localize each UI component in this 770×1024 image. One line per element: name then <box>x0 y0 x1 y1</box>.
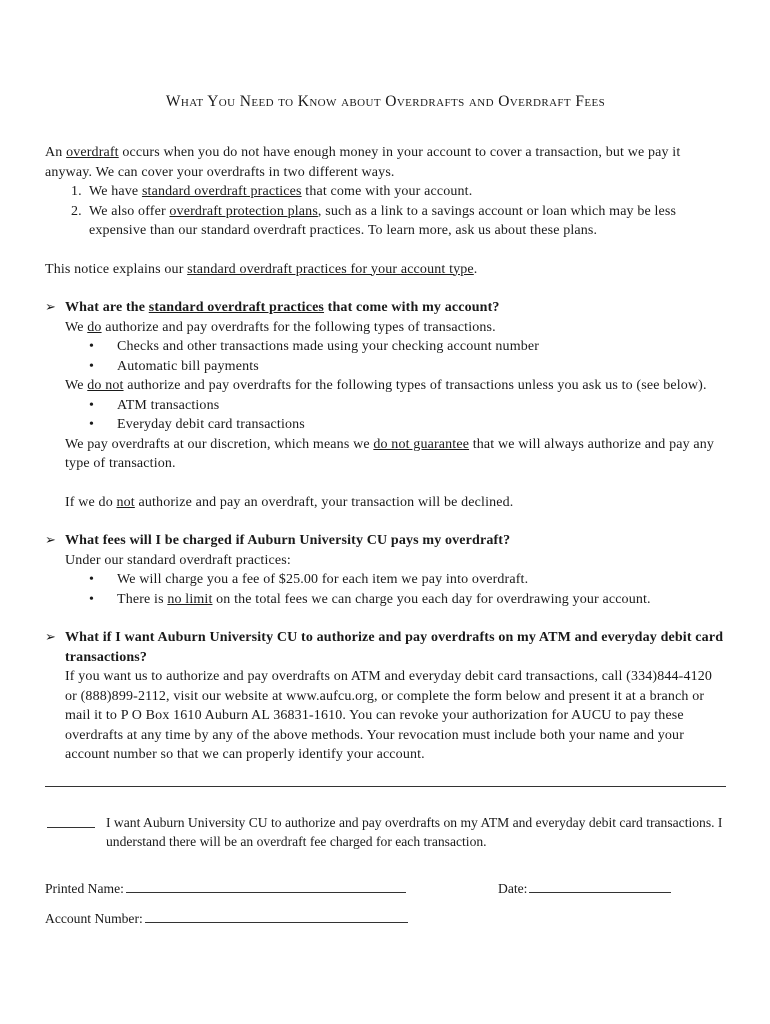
account-type-practices-term: standard overdraft practices for your account type <box>187 261 474 277</box>
account-number-label: Account Number: <box>45 910 143 926</box>
section-body <box>45 318 726 513</box>
notice-text: This notice explains our <box>45 261 188 277</box>
question-text: What are the <box>65 300 149 315</box>
consent-initial-blank[interactable] <box>47 827 95 828</box>
section-question <box>45 298 726 318</box>
list-item-text: We will charge you a fee of $25.00 for each item we pay into overdraft. <box>117 572 529 587</box>
consent-statement <box>45 813 726 852</box>
printed-name-line[interactable] <box>126 878 406 893</box>
item-number: 1. <box>71 184 82 199</box>
declined-text <box>65 493 726 513</box>
divider <box>45 786 726 787</box>
date-label: Date: <box>498 880 528 896</box>
list-item <box>89 590 726 610</box>
notice-text-end: . <box>473 261 478 277</box>
question-text: that come with my account? <box>324 300 500 315</box>
question-text: What fees will I be charged if Auburn University CU pays my overdraft? <box>65 533 511 548</box>
underlined-do: do <box>87 319 102 335</box>
page-title: What You Need to Know about Overdrafts and Overdraft Fees <box>165 93 606 110</box>
date-field <box>498 878 671 897</box>
section-question <box>45 628 726 667</box>
dot-bullet-icon: • <box>89 339 95 354</box>
list-item <box>89 570 726 590</box>
dot-bullet-icon: • <box>89 417 95 432</box>
arrowhead-bullet-icon: ➢ <box>45 629 57 644</box>
notice-paragraph <box>45 260 726 280</box>
list-item <box>89 396 726 416</box>
dot-bullet-icon: • <box>89 591 95 607</box>
list-item-text: Checks and other transactions made using your checking account number <box>117 339 540 354</box>
underlined-no-guarantee: do not guarantee <box>373 436 470 452</box>
item-number: 2. <box>71 203 82 219</box>
printed-name-field <box>45 878 406 897</box>
consent-text: I want Auburn University CU to authorize and pay overdrafts on my ATM and everyday debit card transactions. I understand there will be an overdraft fee charged for each transaction. <box>106 814 723 849</box>
dot-bullet-icon: • <box>89 358 95 374</box>
list-item-text: Everyday debit card transactions <box>117 417 305 432</box>
question-text: What if I want Auburn University CU to authorize and pay overdrafts on my ATM and everyday debit card transactions? <box>65 630 724 665</box>
opt-in-instructions: If you want us to authorize and pay overdrafts on ATM and everyday debit card transactions, call (334)844-4120 or (888)899-2112, visit our website at www.aufcu.org, or complete the form below and present it at a branch or mail it to P O Box 1610 Auburn AL 36831-1610. You can revoke your authorization for AUCU to pay these overdrafts at any time by any of the above methods. Your revocation must include both your name and your account number so that we can properly identify your account. <box>65 669 713 762</box>
form-row-account <box>45 908 726 928</box>
fees-lead-text: Under our standard overdraft practices: <box>65 552 291 568</box>
ways-item-text: We also offer <box>89 203 170 219</box>
do-authorize-text <box>65 318 726 338</box>
section-standard-practices <box>45 298 726 512</box>
form-row-name-date <box>45 878 726 898</box>
dot-bullet-icon: • <box>89 397 95 413</box>
list-item-text: Automatic bill payments <box>117 358 259 374</box>
standard-practices-term: standard overdraft practices <box>141 184 302 199</box>
dot-bullet-icon: • <box>89 572 95 587</box>
section-body <box>45 551 726 610</box>
body-text: that we will always authorize and pay any type of transaction. <box>65 436 715 471</box>
list-item-text: ATM transactions <box>117 397 220 413</box>
intro-paragraph <box>45 143 726 182</box>
ways-item-text: We have <box>89 184 142 199</box>
do-not-authorize-text <box>65 376 726 396</box>
section-fees <box>45 531 726 609</box>
intro-text-start: An <box>45 145 67 160</box>
do-not-authorize-list <box>65 396 726 435</box>
list-item <box>89 357 726 377</box>
list-item <box>89 415 726 435</box>
intro-text-end: occurs when you do not have enough money in your account to cover a transaction, but we pay it anyway. We can cover your overdrafts in two different ways. <box>45 145 681 180</box>
overdraft-ways-list <box>45 182 726 241</box>
body-text: We <box>65 319 88 335</box>
list-item <box>89 337 726 357</box>
underlined-not: not <box>116 494 135 510</box>
account-number-field <box>45 908 408 927</box>
body-text: We <box>65 378 88 393</box>
list-item-text: on the total fees we can charge you each day for overdrawing your account. <box>212 591 651 607</box>
ways-item-1 <box>71 182 726 202</box>
body-text: We pay overdrafts at our discretion, which means we <box>65 436 374 452</box>
section-body <box>45 667 726 765</box>
body-text: authorize and pay overdrafts for the following types of transactions. <box>101 319 496 335</box>
account-number-line[interactable] <box>145 908 408 923</box>
body-text: If we do <box>65 494 117 510</box>
question-underlined-term: standard overdraft practices <box>148 300 325 315</box>
list-item-text: There is <box>117 591 168 607</box>
underlined-do-not: do not <box>87 378 124 393</box>
body-text: authorize and pay overdrafts for the following types of transactions unless you ask us to (see below). <box>123 378 707 393</box>
date-line[interactable] <box>529 878 671 893</box>
protection-plans-term: overdraft protection plans <box>169 203 318 219</box>
section-question <box>45 531 726 551</box>
ways-item-text: , such as a link to a savings account or loan which may be less expensive than our standard overdraft practices. To learn more, ask us about these plans. <box>89 203 677 238</box>
arrowhead-bullet-icon: ➢ <box>45 299 57 314</box>
printed-name-label: Printed Name: <box>45 880 124 896</box>
overdraft-term: overdraft <box>66 145 119 160</box>
section-opt-in <box>45 628 726 765</box>
do-authorize-list <box>65 337 726 376</box>
fees-list <box>65 570 726 609</box>
body-text: authorize and pay an overdraft, your transaction will be declined. <box>134 494 514 510</box>
ways-item-text: that come with your account. <box>301 184 473 199</box>
arrowhead-bullet-icon: ➢ <box>45 532 57 547</box>
ways-item-2 <box>71 202 726 241</box>
discretion-text <box>65 435 726 474</box>
underlined-no-limit: no limit <box>167 591 213 607</box>
